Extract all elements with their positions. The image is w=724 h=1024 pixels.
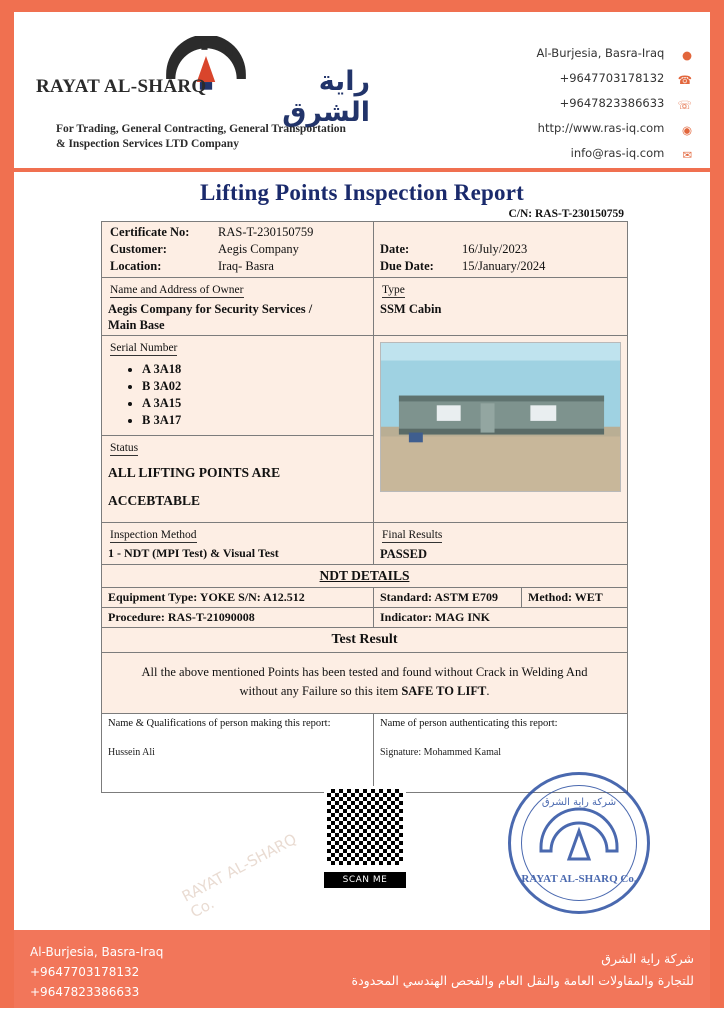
tagline-line-1: For Trading, General Contracting, General Transportation: [56, 123, 346, 135]
company-logo: [30, 34, 370, 164]
watermark-text: RAYAT AL-SHARQ Co.: [178, 830, 300, 922]
certificate-no-row: [102, 224, 373, 241]
right-accent-band: [710, 0, 724, 1024]
scan-me-label: SCAN ME: [324, 872, 406, 888]
footer-address: Al-Burjesia, Basra-Iraq: [30, 945, 164, 959]
cn-label: C/N:: [508, 208, 533, 220]
date-row: [374, 224, 627, 258]
stamp-text-en: RAYAT AL-SHARQ Co.: [521, 873, 637, 885]
method-cell: Method: WET: [528, 590, 603, 604]
company-tagline: [56, 122, 376, 152]
status-label: Status: [110, 442, 139, 454]
certificate-no-label: Certificate No:: [110, 225, 190, 239]
status-line-1: ALL LIFTING POINTS ARE: [108, 465, 281, 480]
owner-line-1: Aegis Company for Security Services /: [108, 302, 313, 316]
final-results-cell: [374, 523, 627, 564]
left-accent-band: [0, 0, 14, 1024]
customer-value: Aegis Company: [218, 242, 299, 256]
list-item: • B 3A02: [142, 378, 367, 395]
serial-cell: [102, 336, 374, 436]
list-item: • A 3A18: [142, 361, 367, 378]
ndt-details-header: NDT DETAILS: [319, 568, 410, 583]
location-value: Iraq- Basra: [218, 259, 274, 273]
inspection-method-value: 1 - NDT (MPI Test) & Visual Test: [108, 546, 279, 560]
header-divider: [14, 168, 710, 172]
test-result-line-2: [128, 682, 601, 701]
authenticator-label: Name of person authenticating this report:: [380, 718, 558, 729]
list-item: • B 3A17: [142, 412, 367, 429]
status-cell: [102, 436, 374, 522]
final-results-value: PASSED: [380, 547, 428, 561]
serial-label: Serial Number: [110, 342, 178, 354]
date-value: 16/July/2023: [462, 242, 528, 256]
footer-contact: [30, 942, 163, 1002]
indicator-cell: Indicator: MAG INK: [380, 610, 490, 624]
ndt-row-1: [102, 588, 627, 608]
serials-photo-row: [102, 336, 627, 523]
header-email[interactable]: info@ras-iq.com: [570, 146, 665, 160]
owner-line-2: Main Base: [108, 318, 165, 332]
maker-cell: [102, 714, 374, 792]
stamp-text-ar: شركة راية الشرق: [541, 797, 617, 808]
certificate-info-right: [374, 222, 627, 277]
status-line-2: ACCEBTABLE: [108, 493, 201, 508]
bottom-white-strip: [0, 1008, 724, 1024]
standard-cell: Standard: ASTM E709: [374, 588, 522, 607]
footer-arabic: [314, 948, 694, 992]
header-phone-2: +9647823386633: [559, 96, 665, 110]
inspection-photo-cell: [374, 336, 627, 522]
logo-text-ar: راية الشرق: [282, 66, 370, 128]
document-header: [14, 12, 710, 172]
serial-list: [108, 361, 367, 429]
type-cell: [374, 278, 627, 335]
test-result-header-row: [102, 628, 627, 653]
inspection-method-label: Inspection Method: [110, 529, 197, 541]
report-table: [101, 221, 628, 793]
top-accent-band: [0, 0, 724, 12]
footer-ar-line-2: للتجارة والمقاولات العامة والنقل العام والفحص الهندسي المحدودة: [351, 973, 694, 988]
safe-to-lift-text: SAFE TO LIFT: [401, 684, 487, 698]
footer-ar-line-1: شركة راية الشرق: [601, 951, 694, 966]
ndt-row-2: [102, 608, 627, 628]
telephone-icon: ☎: [677, 73, 692, 87]
equipment-type-cell: Equipment Type: YOKE S/N: A12.512: [102, 588, 374, 607]
certificate-info-row: [102, 222, 627, 278]
due-date-row: [374, 258, 627, 275]
logo-text-en: RAYAT AL-SHARQ: [36, 76, 207, 97]
contact-website-line[interactable]: [392, 117, 692, 142]
certificate-no-value: RAS-T-230150759: [218, 225, 314, 239]
inspection-method-cell: [102, 523, 374, 564]
inspection-photo: [380, 342, 621, 492]
owner-cell: [102, 278, 374, 335]
location-label: Location:: [110, 259, 162, 273]
header-website[interactable]: http://www.ras-iq.com: [537, 121, 665, 135]
contact-phone2-line: [392, 92, 692, 117]
owner-label: Name and Address of Owner: [110, 284, 244, 296]
serials-status-column: [102, 336, 374, 522]
footer-phone-2: +9647823386633: [30, 985, 140, 999]
due-date-label: Due Date:: [380, 259, 434, 273]
contact-address-line: [392, 42, 692, 67]
footer-phone-1: +9647703178132: [30, 965, 140, 979]
tagline-line-2: & Inspection Services LTD Company: [56, 138, 239, 150]
maker-name: Hussein Ali: [108, 747, 155, 758]
list-item: • A 3A15: [142, 395, 367, 412]
telephone-icon-2: ☏: [677, 98, 692, 112]
test-result-line-2a: without any Failure so this item: [239, 684, 402, 698]
method-results-row: [102, 523, 627, 565]
cn-value: RAS-T-230150759: [534, 208, 624, 220]
procedure-cell: Procedure: RAS-T-21090008: [102, 608, 374, 627]
contact-email-line[interactable]: [392, 142, 692, 167]
test-result-header: Test Result: [331, 632, 398, 647]
qr-code[interactable]: [324, 786, 406, 868]
company-stamp: [508, 772, 650, 914]
ndt-details-header-row: [102, 565, 627, 588]
certificate-number-top: [508, 208, 624, 220]
location-row: [102, 258, 373, 275]
location-pin-icon: ●: [681, 48, 692, 62]
customer-label: Customer:: [110, 242, 167, 256]
certificate-info-left: [102, 222, 374, 277]
globe-icon: ◉: [681, 123, 692, 137]
page-title: Lifting Points Inspection Report: [200, 180, 524, 205]
date-label: Date:: [380, 242, 410, 256]
envelope-icon: ✉: [682, 148, 692, 162]
document-footer: [14, 930, 710, 1008]
customer-row: [102, 241, 373, 258]
test-result-line-1: All the above mentioned Points has been tested and found without Crack in Welding And: [141, 665, 588, 679]
type-label: Type: [382, 284, 405, 296]
authenticator-name: Signature: Mohammed Kamal: [380, 747, 502, 758]
test-result-body-row: [102, 653, 627, 714]
type-value: SSM Cabin: [380, 302, 442, 316]
owner-type-row: [102, 278, 627, 336]
final-results-label: Final Results: [382, 529, 443, 541]
test-result-body: [102, 653, 627, 713]
test-result-line-2c: .: [486, 684, 490, 698]
contact-phone1-line: [392, 67, 692, 92]
maker-label: Name & Qualifications of person making this report:: [108, 718, 331, 729]
header-contact-block: [392, 42, 692, 167]
due-date-value: 15/January/2024: [462, 259, 546, 273]
header-phone-1: +9647703178132: [559, 71, 665, 85]
header-address: Al-Burjesia, Basra-Iraq: [536, 46, 665, 60]
